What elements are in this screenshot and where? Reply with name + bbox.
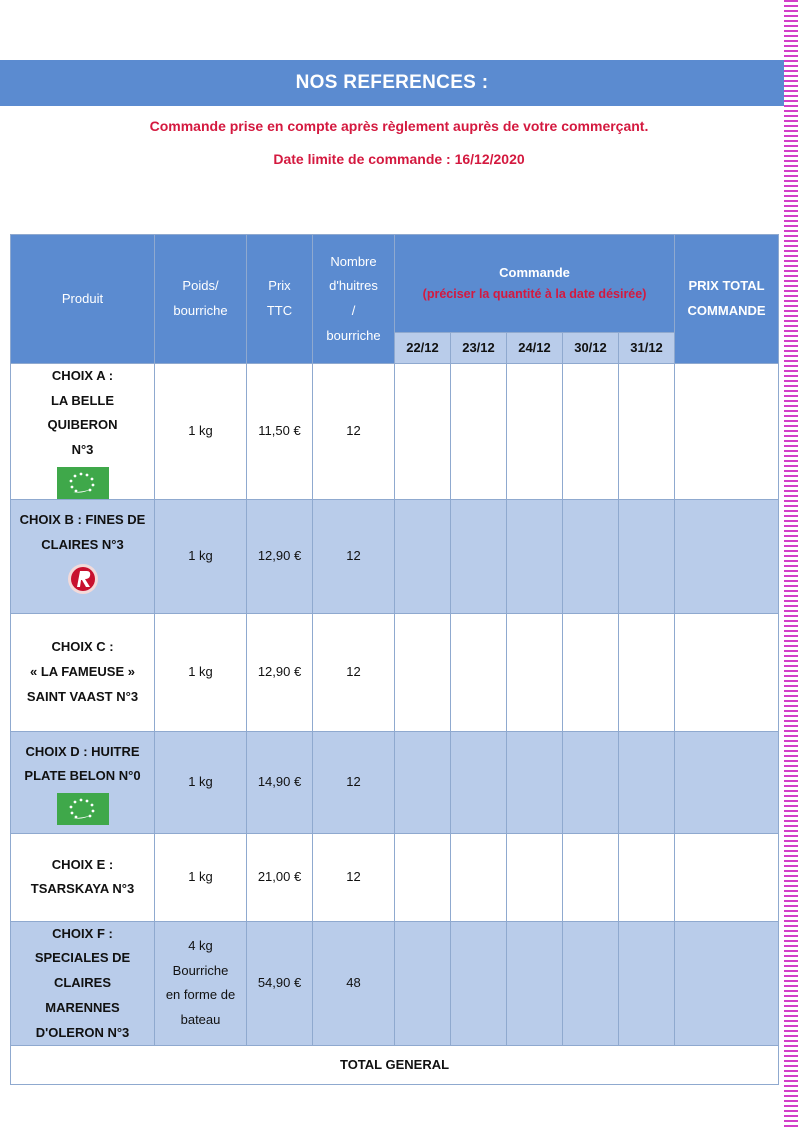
count-cell: 12 (313, 364, 395, 500)
order-qty-cell[interactable] (563, 921, 619, 1045)
count-cell: 12 (313, 731, 395, 833)
product-cell: CHOIX A : LA BELLE QUIBERON N°3 (11, 364, 155, 500)
order-qty-cell[interactable] (451, 613, 507, 731)
table-row (11, 613, 779, 731)
table-row (11, 921, 779, 1045)
product-cell: CHOIX F : SPECIALES DE CLAIRES MARENNES D'OLERON N°3 (11, 921, 155, 1045)
product-cell: CHOIX D : HUITRE PLATE BELON N°0 (11, 731, 155, 833)
order-qty-cell[interactable] (619, 499, 675, 613)
table-row (11, 833, 779, 921)
order-qty-cell[interactable] (563, 499, 619, 613)
order-qty-cell[interactable] (619, 364, 675, 500)
order-qty-cell[interactable] (451, 731, 507, 833)
date-header: 24/12 (507, 332, 563, 363)
table-row (11, 364, 779, 500)
price-cell: 54,90 € (247, 921, 313, 1045)
date-header: 22/12 (395, 332, 451, 363)
weight-cell: 1 kg (155, 364, 247, 500)
col-oyster-count: Nombre d'huitres / bourriche (313, 235, 395, 364)
order-qty-cell[interactable] (395, 499, 451, 613)
order-qty-cell[interactable] (395, 613, 451, 731)
order-qty-cell[interactable] (563, 731, 619, 833)
price-cell: 14,90 € (247, 731, 313, 833)
date-header: 30/12 (563, 332, 619, 363)
order-qty-cell[interactable] (395, 731, 451, 833)
weight-cell: 1 kg (155, 613, 247, 731)
price-cell: 12,90 € (247, 613, 313, 731)
eu-organic-logo-icon (57, 793, 109, 825)
product-cell: CHOIX C : « LA FAMEUSE » SAINT VAAST N°3 (11, 613, 155, 731)
product-cell: CHOIX B : FINES DE CLAIRES N°3 (11, 499, 155, 613)
total-row (11, 1046, 779, 1085)
count-cell: 12 (313, 833, 395, 921)
total-general-label: TOTAL GENERAL (11, 1046, 779, 1085)
weight-cell: 1 kg (155, 833, 247, 921)
order-qty-cell[interactable] (563, 833, 619, 921)
scan-edge-strip (784, 0, 798, 1129)
weight-cell: 4 kg Bourriche en forme de bateau (155, 921, 247, 1045)
count-cell: 12 (313, 613, 395, 731)
order-qty-cell[interactable] (507, 613, 563, 731)
order-qty-cell[interactable] (451, 921, 507, 1045)
weight-cell: 1 kg (155, 731, 247, 833)
col-total-price: PRIX TOTAL COMMANDE (675, 235, 779, 364)
col-order: Commande (préciser la quantité à la date désirée) (395, 235, 675, 333)
col-weight: Poids/ bourriche (155, 235, 247, 364)
title-banner (0, 60, 784, 106)
order-hint: (préciser la quantité à la date désirée) (422, 287, 647, 302)
table-header-row (11, 235, 779, 333)
total-price-cell[interactable] (675, 499, 779, 613)
order-qty-cell[interactable] (507, 921, 563, 1045)
date-header: 31/12 (619, 332, 675, 363)
deadline-notice: Date limite de commande : 16/12/2020 (273, 151, 525, 167)
table-row (11, 499, 779, 613)
order-qty-cell[interactable] (507, 833, 563, 921)
product-cell: CHOIX E : TSARSKAYA N°3 (11, 833, 155, 921)
order-qty-cell[interactable] (619, 833, 675, 921)
order-qty-cell[interactable] (619, 731, 675, 833)
order-table (10, 234, 779, 1085)
count-cell: 12 (313, 499, 395, 613)
price-cell: 21,00 € (247, 833, 313, 921)
weight-cell: 1 kg (155, 499, 247, 613)
order-qty-cell[interactable] (507, 364, 563, 500)
total-price-cell[interactable] (675, 833, 779, 921)
price-cell: 11,50 € (247, 364, 313, 500)
order-qty-cell[interactable] (451, 499, 507, 613)
price-cell: 12,90 € (247, 499, 313, 613)
table-row (11, 731, 779, 833)
payment-notice: Commande prise en compte après règlement auprès de votre commerçant. (149, 118, 649, 134)
total-price-cell[interactable] (675, 613, 779, 731)
order-qty-cell[interactable] (451, 833, 507, 921)
page-title: NOS REFERENCES : (295, 72, 489, 93)
total-price-cell[interactable] (675, 731, 779, 833)
order-qty-cell[interactable] (619, 921, 675, 1045)
eu-organic-logo-icon (57, 467, 109, 499)
label-rouge-logo-icon (63, 562, 103, 596)
order-qty-cell[interactable] (395, 921, 451, 1045)
col-price: Prix TTC (247, 235, 313, 364)
date-header: 23/12 (451, 332, 507, 363)
order-qty-cell[interactable] (395, 364, 451, 500)
order-qty-cell[interactable] (507, 499, 563, 613)
order-qty-cell[interactable] (507, 731, 563, 833)
count-cell: 48 (313, 921, 395, 1045)
order-qty-cell[interactable] (451, 364, 507, 500)
order-qty-cell[interactable] (395, 833, 451, 921)
total-price-cell[interactable] (675, 921, 779, 1045)
col-product: Produit (11, 235, 155, 364)
order-qty-cell[interactable] (619, 613, 675, 731)
order-qty-cell[interactable] (563, 364, 619, 500)
order-qty-cell[interactable] (563, 613, 619, 731)
total-price-cell[interactable] (675, 364, 779, 500)
